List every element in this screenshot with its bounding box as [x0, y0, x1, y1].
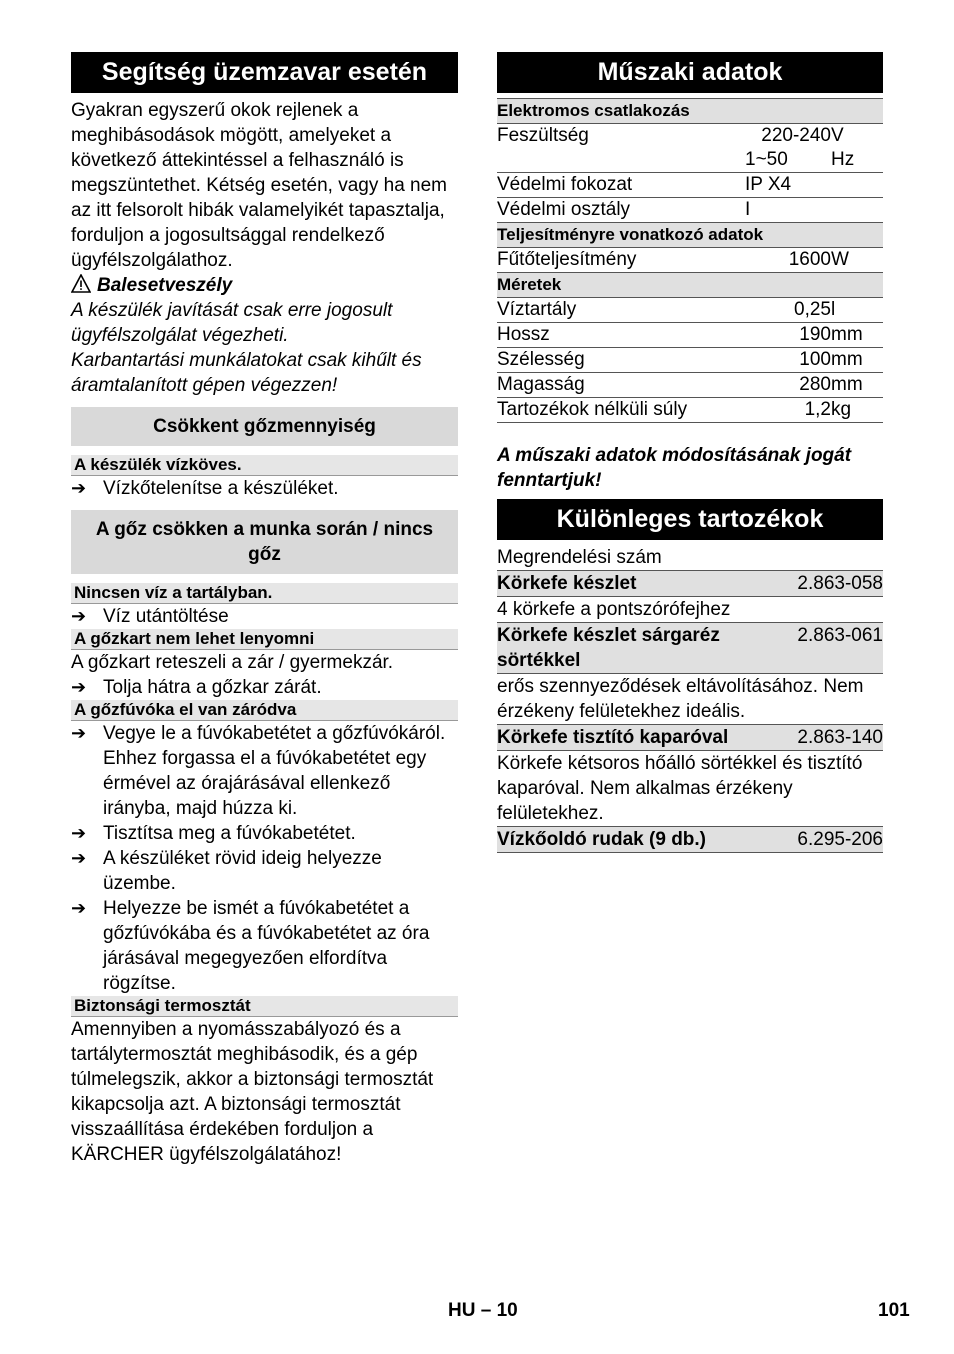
list-item: ➔ Helyezze be ismét a fúvókabetétet a gőzfúvókába és a fúvókabetétet az óra járásával megegyezően elfordítva rögzítse. [71, 898, 430, 994]
accessory-row [497, 571, 883, 597]
warning-line-1: A készülék javítását csak erre jogosult ügyfélszolgálat végezheti. [71, 300, 393, 346]
arrow-icon: ➔ [71, 848, 87, 868]
arrow-icon: ➔ [71, 606, 87, 626]
accessory-name: Körkefe készlet sárgaréz sörtékkel [497, 625, 720, 671]
arrow-icon: ➔ [71, 898, 87, 918]
accessory-number: 2.863-058 [797, 573, 883, 594]
list-item: ➔ Vízkőtelenítse a készüléket. [71, 478, 339, 499]
right-column [497, 52, 883, 853]
accessory-name: Vízkőoldó rudak (9 db.) [497, 829, 707, 850]
nozzle-steps [71, 721, 458, 996]
table-row: Víztartály 0,25 l [497, 298, 883, 323]
table-row: Szélesség 100 mm [497, 348, 883, 373]
table-row [497, 99, 883, 124]
accessory-row [497, 827, 883, 853]
list-item: ➔ Tolja hátra a gőzkar zárát. [71, 677, 322, 698]
accessory-row [497, 725, 883, 751]
accessory-number: 6.295-206 [797, 829, 883, 850]
warning-title: Balesetveszély [97, 275, 233, 296]
arrow-icon: ➔ [71, 677, 87, 697]
arrow-icon: ➔ [71, 478, 87, 498]
table-row: Védelmi fokozat IP X4 [497, 173, 883, 198]
list-item: ➔ Vegye le a fúvókabetétet a gőzfúvókáról. Ehhez forgassa el a fúvókabetétet egy érmével az órajárásával ellenkező irányba, majd húzza ki. [71, 723, 446, 819]
table-row [497, 273, 883, 298]
table-row: Feszültség 220-240 V [497, 125, 844, 146]
steam-lever-text: A gőzkart reteszeli a zár / gyermekzár. [71, 652, 394, 673]
accessories-list [497, 571, 883, 853]
specs-table [497, 98, 883, 423]
footer-section-label: HU – 10 [448, 1300, 518, 1321]
page-number: 101 [878, 1300, 910, 1321]
accessory-description: Körkefe kétsoros hőálló sörtékkel és tisztító kaparóval. Nem alkalmas érzékeny felületekhez. [497, 751, 883, 827]
modification-note: A műszaki adatok módosításának jogát fenntartjuk! [497, 445, 852, 491]
technical-data-heading: Műszaki adatok [497, 52, 883, 93]
no-water-subheading: Nincsen víz a tartályban. [71, 583, 458, 604]
arrow-icon: ➔ [71, 823, 87, 843]
thermostat-subheading: Biztonsági termosztát [71, 996, 458, 1017]
reduced-steam-heading: Csökkent gőzmennyiség [71, 407, 458, 446]
no-water-steps [71, 604, 458, 629]
accessory-description: 4 körkefe a pontszórófejhez [497, 597, 883, 623]
order-number-label: Megrendelési szám [497, 545, 883, 571]
accessory-description: erős szennyeződések eltávolításához. Nem érzékeny felületekhez ideális. [497, 674, 883, 725]
no-steam-heading: A gőz csökken a munka során / nincs gőz [71, 510, 458, 574]
intro-text: Gyakran egyszerű okok rejlenek a meghibásodások mögött, amelyeket a következő áttekintéssel a felhasználó is megszüntethet. Kétség esetén, vagy ha nem az itt felsorolt hibák valamelyikét tapasztalja, forduljon a jogosultsággal rendelkező ügyfélszolgálathoz. [71, 100, 448, 271]
steam-lever-subheading: A gőzkart nem lehet lenyomni [71, 629, 458, 650]
table-row: Tartozékok nélküli súly 1,2 kg [497, 398, 883, 423]
table-row: Védelmi osztály I [497, 198, 883, 223]
accessory-number: 2.863-061 [797, 625, 883, 646]
list-item: ➔ Víz utántöltése [71, 606, 229, 627]
accessory-row [497, 623, 883, 674]
table-row: Hossz 190 mm [497, 323, 883, 348]
nozzle-blocked-subheading: A gőzfúvóka el van záródva [71, 700, 458, 721]
list-item: ➔ A készüléket rövid ideig helyezze üzembe. [71, 848, 382, 894]
section-electric: Elektromos csatlakozás [497, 99, 883, 124]
steam-lever-steps [71, 675, 458, 700]
accessory-number: 2.863-140 [797, 727, 883, 748]
warning-triangle-icon [71, 274, 91, 293]
accessories-heading: Különleges tartozékok [497, 499, 883, 540]
warning-line-2: Karbantartási munkálatokat csak kihűlt és áramtalanított gépen végezzen! [71, 350, 422, 396]
list-item: ➔ Tisztítsa meg a fúvókabetétet. [71, 823, 356, 844]
section-power: Teljesítményre vonatkozó adatok [497, 223, 883, 248]
limescale-steps [71, 476, 458, 501]
accessory-name: Körkefe készlet [497, 573, 637, 594]
troubleshooting-heading: Segítség üzemzavar esetén [71, 52, 458, 93]
table-row: 1~50 Hz [497, 148, 883, 173]
section-dimensions: Méretek [497, 273, 883, 298]
table-row: Fűtőteljesítmény 1600 W [497, 248, 883, 273]
table-row [497, 223, 883, 248]
accessory-name: Körkefe tisztító kaparóval [497, 727, 729, 748]
arrow-icon: ➔ [71, 723, 87, 743]
left-column [71, 52, 458, 1167]
warning-block [71, 273, 458, 398]
table-row: Magasság 280 mm [497, 373, 883, 398]
limescale-subheading: A készülék vízköves. [71, 455, 458, 476]
thermostat-text: Amennyiben a nyomásszabályozó és a tartálytermosztát meghibásodik, és a gép túlmelegszik, akkor a biztonsági termosztát kikapcsolja azt. A biztonsági termosztát visszaállítása érdekében forduljon a KÄRCHER ügyfélszolgálatához! [71, 1019, 434, 1165]
